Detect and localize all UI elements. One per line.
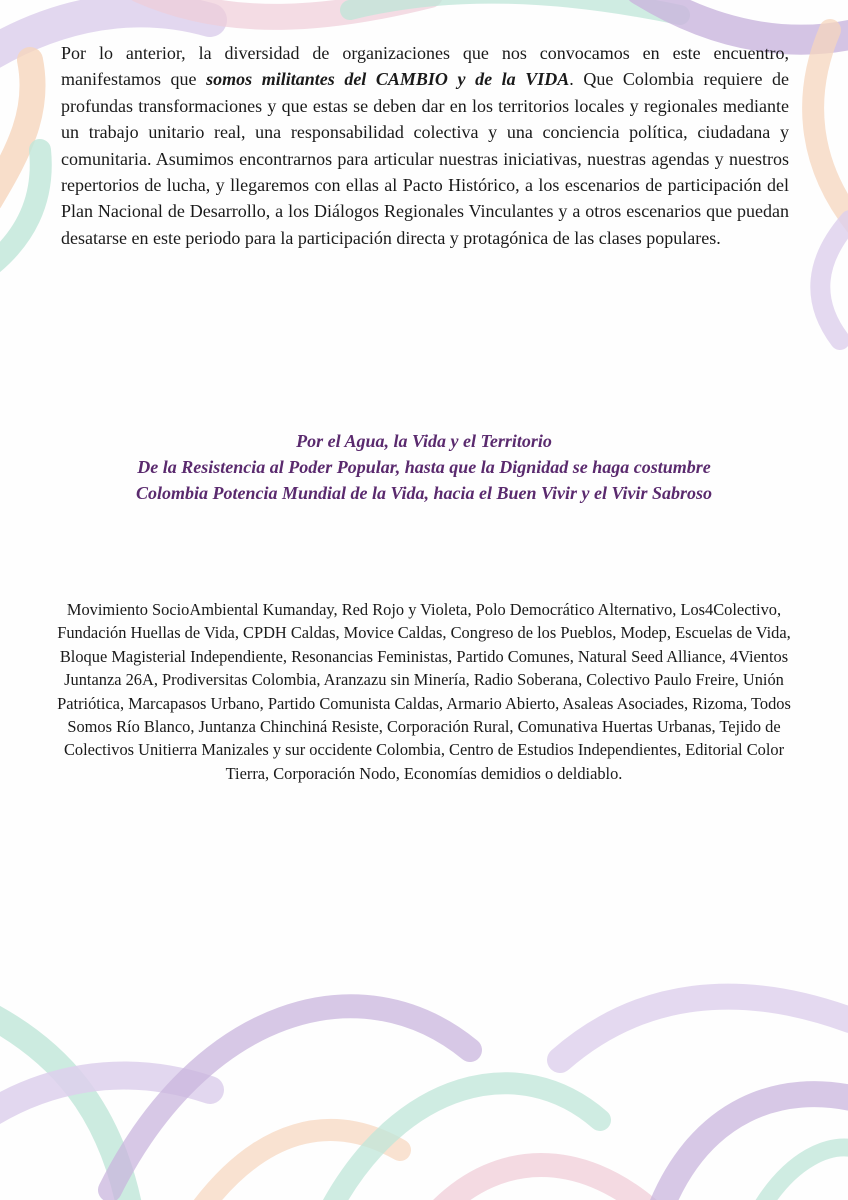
brush-stroke-bottom-right-lilac (560, 997, 848, 1060)
intro-paragraph-text-before: Por lo anterior, la diversidad de organizaciones que nos convocamos en este encuentro, manifestamos que (61, 43, 789, 90)
motto-line: Colombia Potencia Mundial de la Vida, hacia el Buen Vivir y el Vivir Sabroso (135, 483, 713, 503)
intro-paragraph-emphasis: somos militantes del CAMBIO y de la VIDA (206, 69, 570, 90)
brush-stroke-right-lilac (820, 220, 848, 340)
brush-stroke-bottom-pink (440, 1165, 650, 1200)
brush-stroke-top-right-peach (813, 30, 848, 230)
motto-line: Por el Agua, la Vida y el Territorio (296, 431, 552, 451)
intro-paragraph-text-after: . Que Colombia requiere de profundas transformaciones y que estas se deben dar en los territorios locales y regionales mediante un trabajo unitario real, una responsabilidad colectiva y una conciencia política, ciudadana y comunitaria. Asumimos encontrarnos para articular nuestras iniciativas, nuestras agendas y nuestros repertorios de lucha, y llegaremos con ellas al Pacto Histórico, a los escenarios de participación del Plan Nacional de Desarrollo, a los Diálogos Regionales Vinculantes y a otros escenarios que puedan desatarse en este periodo para la participación directa y protagónica de las clases populares. (61, 69, 790, 248)
organizations-list: Movimiento SocioAmbiental Kumanday, Red Rojo y Violeta, Polo Democrático Alternativo, Los4Colectivo, Fundación Huellas de Vida, CPDH Caldas, Movice Caldas, Congreso de los Pueblos, Modep, Escuelas de Vida, Bloque Magisterial Independiente, Resonancias Feministas, Partido Comunes, Natural Seed Alliance, 4Vientos Juntanza 26A, Prodiversitas Colombia, Aranzazu sin Minería, Radio Soberana, Colectivo Paulo Freire, Unión Patriótica, Marcapasos Urbano, Partido Comunista Caldas, Armario Abierto, Asaleas Asociades, Rizoma, Todos Somos Río Blanco, Juntanza Chinchiná Resiste, Corporación Rural, Comunativa Huertas Urbanas, Tejido de Colectivos Unitierra Manizales y sur occidente Colombia, Centro de Estudios Independientes, Editorial Color Tierra, Corporación Nodo, Economías demidios o deldiablo. (57, 600, 791, 783)
intro-paragraph (61, 40, 789, 251)
brush-stroke-top-left-peach (0, 60, 33, 200)
motto-block (40, 428, 808, 506)
brush-stroke-bottom-right-mint (760, 1148, 848, 1200)
brush-stroke-bottom-purple-arc (110, 1006, 470, 1190)
motto-line: De la Resistencia al Poder Popular, hasta que la Dignidad se haga costumbre (137, 457, 711, 477)
